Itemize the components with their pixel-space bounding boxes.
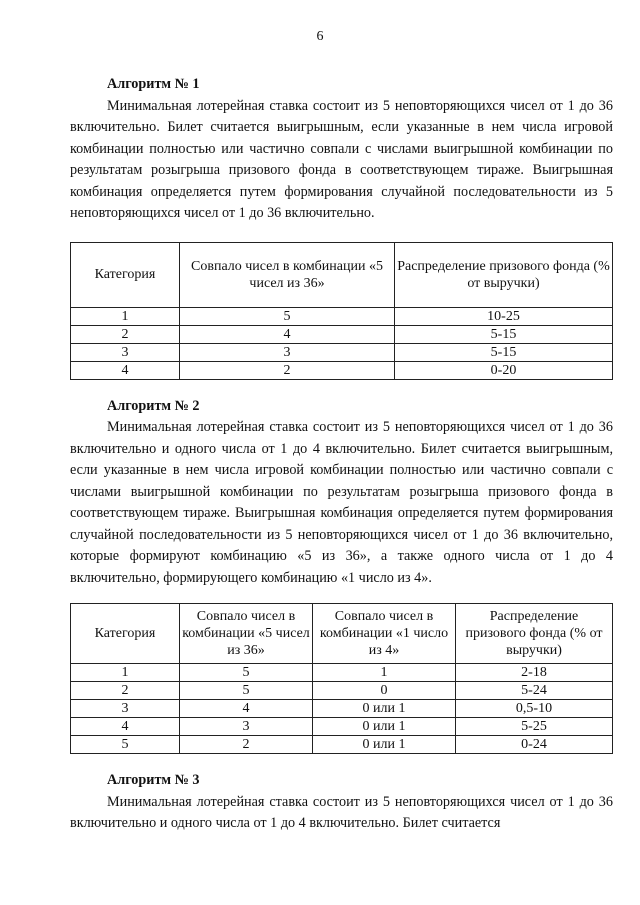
table-cell: 4: [71, 718, 180, 736]
table-header-cell: Категория: [71, 242, 180, 307]
table-cell: 10-25: [395, 307, 613, 325]
table-cell: 2: [71, 325, 180, 343]
algorithm-3-heading: Алгоритм № 3: [107, 772, 200, 788]
table-row: [71, 736, 613, 754]
table-cell: 3: [71, 700, 180, 718]
table-cell: 2: [180, 361, 395, 379]
table-cell: 2: [71, 682, 180, 700]
algorithm-3-text: Минимальная лотерейная ставка состоит из 5 неповторяющихся чисел от 1 до 36 включительно и одного числа от 1 до 4 включительно. Билет считается: [70, 793, 613, 831]
table-cell: 1: [71, 664, 180, 682]
table-cell: 5-24: [456, 682, 613, 700]
table-row: [71, 664, 613, 682]
table-row: [71, 343, 613, 361]
table-row: [71, 718, 613, 736]
table-header-cell: Распределение призового фонда (% от выручки): [395, 242, 613, 307]
table-cell: 5-15: [395, 343, 613, 361]
table-cell: 1: [313, 664, 456, 682]
table-cell: 4: [180, 325, 395, 343]
table-cell: 5-25: [456, 718, 613, 736]
table-row: [71, 682, 613, 700]
table-header-cell: Совпало чисел в комбинации «5 чисел из 36»: [180, 604, 313, 664]
table-cell: 5: [71, 736, 180, 754]
table-cell: 5: [180, 682, 313, 700]
table-cell: 0-20: [395, 361, 613, 379]
table-header-row: [71, 242, 613, 307]
table-row: [71, 361, 613, 379]
table-cell: 0,5-10: [456, 700, 613, 718]
table-row: [71, 307, 613, 325]
table-row: [71, 700, 613, 718]
table-cell: 5: [180, 664, 313, 682]
algorithm-2-table: [70, 603, 613, 754]
table-cell: 0: [313, 682, 456, 700]
algorithm-1-heading: Алгоритм № 1: [107, 76, 200, 92]
table-header-cell: Совпало чисел в комбинации «1 число из 4»: [313, 604, 456, 664]
table-cell: 4: [180, 700, 313, 718]
table-cell: 0 или 1: [313, 718, 456, 736]
table-header-cell: Совпало чисел в комбинации «5 чисел из 36»: [180, 242, 395, 307]
table-cell: 3: [71, 343, 180, 361]
document-body: [70, 74, 613, 835]
algorithm-1-table: [70, 242, 613, 380]
table-cell: 1: [71, 307, 180, 325]
table-header-cell: Категория: [71, 604, 180, 664]
table-header-cell: Распределение призового фонда (% от выручки): [456, 604, 613, 664]
table-cell: 3: [180, 343, 395, 361]
table-header-row: [71, 604, 613, 664]
table-cell: 0 или 1: [313, 736, 456, 754]
table-cell: 4: [71, 361, 180, 379]
table-cell: 5: [180, 307, 395, 325]
table-cell: 2-18: [456, 664, 613, 682]
algorithm-2-text: Минимальная лотерейная ставка состоит из 5 неповторяющихся чисел от 1 до 36 включительно и одного числа от 1 до 4 включительно. Билет считается выигрышным, если указанные в нем числа игровой комбинации полностью или частично совпали с числами выигрышной комбинации по результатам розыгрыша призового фонда в соответствующем тираже. Выигрышная комбинация определяется путем формирования случайной последовательности из 5 неповторяющихся чисел от 1 до 36 включительно, которые формируют комбинацию «5 из 36», а также одного числа от 1 до 4 включительно, формирующего комбинацию «1 число из 4».: [70, 419, 613, 586]
table-cell: 3: [180, 718, 313, 736]
table-cell: 0-24: [456, 736, 613, 754]
table-cell: 0 или 1: [313, 700, 456, 718]
table-cell: 5-15: [395, 325, 613, 343]
algorithm-1-text: Минимальная лотерейная ставка состоит из 5 неповторяющихся чисел от 1 до 36 включительно. Билет считается выигрышным, если указанные в нем числа игровой комбинации полностью или частично совпали с числами выигрышной комбинации по результатам розыгрыша призового фонда в соответствующем тираже. Выигрышная комбинация определяется путем формирования случайной последовательности из 5 неповторяющихся чисел от 1 до 36 включительно.: [70, 97, 613, 221]
page-number: 6: [316, 29, 324, 44]
table-cell: 2: [180, 736, 313, 754]
algorithm-2-heading: Алгоритм № 2: [107, 397, 200, 414]
table-row: [71, 325, 613, 343]
